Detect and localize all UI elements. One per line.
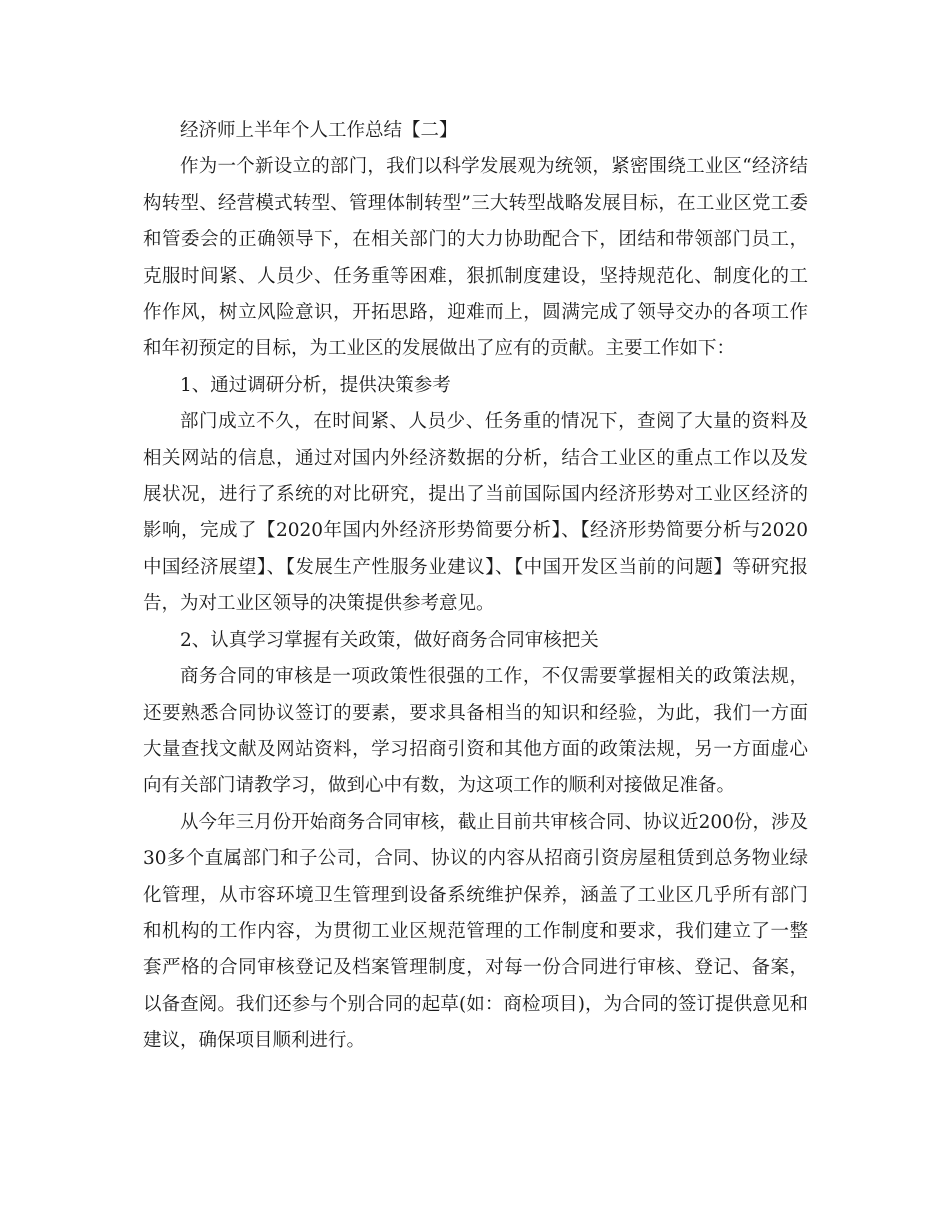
section-heading-2: 2、认真学习掌握有关政策，做好商务合同审核把关 [180, 629, 599, 651]
paragraph-section-1: 部门成立不久，在时间紧、人员少、任务重的情况下，查阅了大量的资料及相关网站的信息，通过对国内外经济数据的分析，结合工业区的重点工作以及发展状况，进行了系统的对比研究，提出了当前国际国内经济形势对工业区经济的影响，完成了【2020年国内外经济形势简要分析】、【经济形势简要分析与2020中国经济展望】、【发展生产性服务业建议】、【中国开发区当前的问题】等研究报告，为对工业区领导的决策提供参考意见。 [143, 411, 808, 615]
paragraph-section-2a: 商务合同的审核是一项政策性很强的工作，不仅需要掌握相关的政策法规，还要熟悉合同协议签订的要素，要求具备相当的知识和经验，为此，我们一方面大量查找文献及网站资料，学习招商引资和其他方面的政策法规，另一方面虚心向有关部门请教学习，做到心中有数，为这项工作的顺利对接做足准备。 [143, 666, 808, 797]
document-title: 经济师上半年个人工作总结【二】 [180, 120, 458, 141]
paragraph-intro: 作为一个新设立的部门，我们以科学发展观为统领，紧密围绕工业区“经济结构转型、经营模式转型、管理体制转型”三大转型战略发展目标，在工业区党工委和管委会的正确领导下，在相关部门的大力协助配合下，团结和带领部门员工，克服时间紧、人员少、任务重等困难，狠抓制度建设，坚持规范化、制度化的工作作风，树立风险意识，开拓思路，迎难而上，圆满完成了领导交办的各项工作和年初预定的目标，为工业区的发展做出了应有的贡献。主要工作如下： [143, 156, 808, 360]
section-heading-1: 1、通过调研分析，提供决策参考 [180, 374, 451, 396]
document-body [143, 113, 808, 1060]
paragraph-section-2b: 从今年三月份开始商务合同审核，截止目前共审核合同、协议近200份，涉及30多个直属部门和子公司，合同、协议的内容从招商引资房屋租赁到总务物业绿化管理，从市容环境卫生管理到设备系统维护保养，涵盖了工业区几乎所有部门和机构的工作内容，为贯彻工业区规范管理的工作制度和要求，我们建立了一整套严格的合同审核登记及档案管理制度，对每一份合同进行审核、登记、备案，以备查阅。我们还参与个别合同的起草(如：商检项目)，为合同的签订提供意见和建议，确保项目顺利进行。 [143, 811, 808, 1052]
